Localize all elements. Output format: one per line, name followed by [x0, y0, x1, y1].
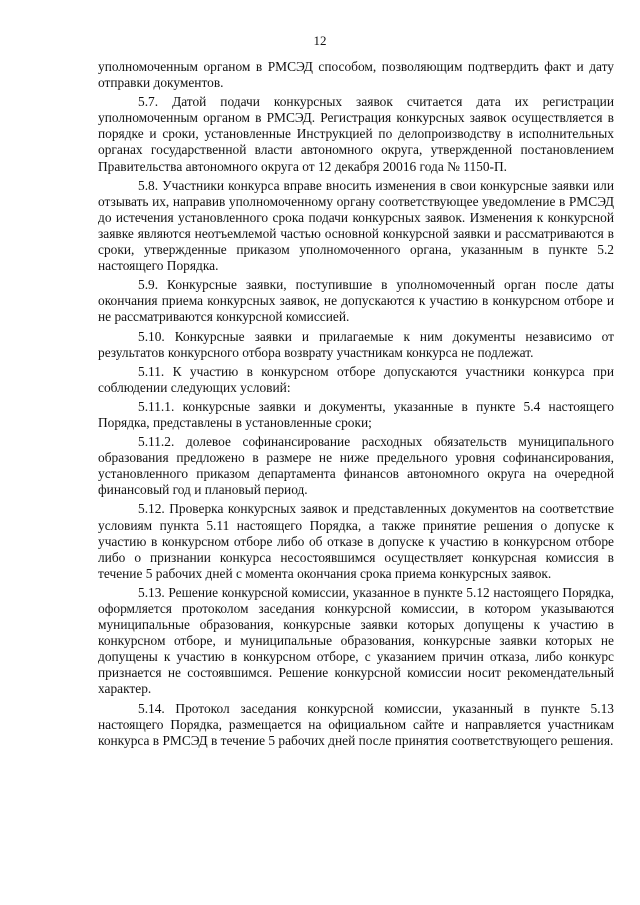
- paragraph-5-7: 5.7. Датой подачи конкурсных заявок считается дата их регистрации уполномоченным органом в РМСЭД. Регистрация конкурсных заявок осуществляется в порядке и сроки, установленные Инструкцией по делопроизводству в исполнительных органах государственной власти автономного округа, утвержденной постановлением Правительства автономного округа от 12 декабря 20016 года № 1150-П.: [98, 94, 614, 174]
- paragraph-5-14: 5.14. Протокол заседания конкурсной комиссии, указанный в пункте 5.13 настоящего Порядка, размещается на официальном сайте и направляется участникам конкурса в РМСЭД в течение 5 рабочих дней после принятия соответствующего решения.: [98, 700, 614, 748]
- paragraph-5-8: 5.8. Участники конкурса вправе вносить изменения в свои конкурсные заявки или отзывать их, направив уполномоченному органу соответствующее уведомление в РМСЭД до истечения установленного срока подачи конкурсных заявок. Изменения к конкурсной заявке являются неотъемлемой частью основной конкурсной заявки и рассматриваются в сроки, утвержденные приказом уполномоченного органа, указанным в пункте 5.2 настоящего Порядка.: [98, 177, 614, 274]
- paragraph-5-11-2: 5.11.2. долевое софинансирование расходных обязательств муниципального образования предложено в размере не ниже предельного уровня софинансирования, установленного приказом департамента финансов автономного округа на очередной финансовый год и плановый период.: [98, 434, 614, 498]
- paragraph-5-9: 5.9. Конкурсные заявки, поступившие в уполномоченный орган после даты окончания приема конкурсных заявок, не допускаются к участию в конкурсном отборе и не рассматриваются конкурсной комиссией.: [98, 277, 614, 325]
- paragraph-5-13: 5.13. Решение конкурсной комиссии, указанное в пункте 5.12 настоящего Порядка, оформляется протоколом заседания конкурсной комиссии, в котором указываются муниципальные образования, конкурсные заявки которых допущены к участию в конкурсном отборе, и муниципальные образования, конкурсные заявки которых не допущены к участию в конкурсном отборе, с указанием причин отказа, либо конкурс признается не состоявшимся. Решение конкурсной комиссии носит рекомендательный характер.: [98, 584, 614, 697]
- paragraph-5-11: 5.11. К участию в конкурсном отборе допускаются участники конкурса при соблюдении следующих условий:: [98, 363, 614, 395]
- page-number: 12: [313, 33, 327, 48]
- paragraph-5-10: 5.10. Конкурсные заявки и прилагаемые к ним документы независимо от результатов конкурсного отбора возврату участникам конкурса не подлежат.: [98, 328, 614, 360]
- paragraph-5-11-1: 5.11.1. конкурсные заявки и документы, указанные в пункте 5.4 настоящего Порядка, представлены в установленные сроки;: [98, 398, 614, 430]
- document-body: [98, 59, 614, 749]
- paragraph-5-12: 5.12. Проверка конкурсных заявок и представленных документов на соответствие условиям пункта 5.11 настоящего Порядка, а также принятие решения о допуске к участию в конкурсном отборе либо об отказе в допуске к участию в конкурсном отборе либо о признании конкурса несостоявшимся осуществляет конкурсная комиссия в течение 5 рабочих дней с момента окончания срока приема конкурсных заявок.: [98, 501, 614, 581]
- paragraph-continuation: уполномоченным органом в РМСЭД способом, позволяющим подтвердить факт и дату отправки документов.: [98, 59, 614, 91]
